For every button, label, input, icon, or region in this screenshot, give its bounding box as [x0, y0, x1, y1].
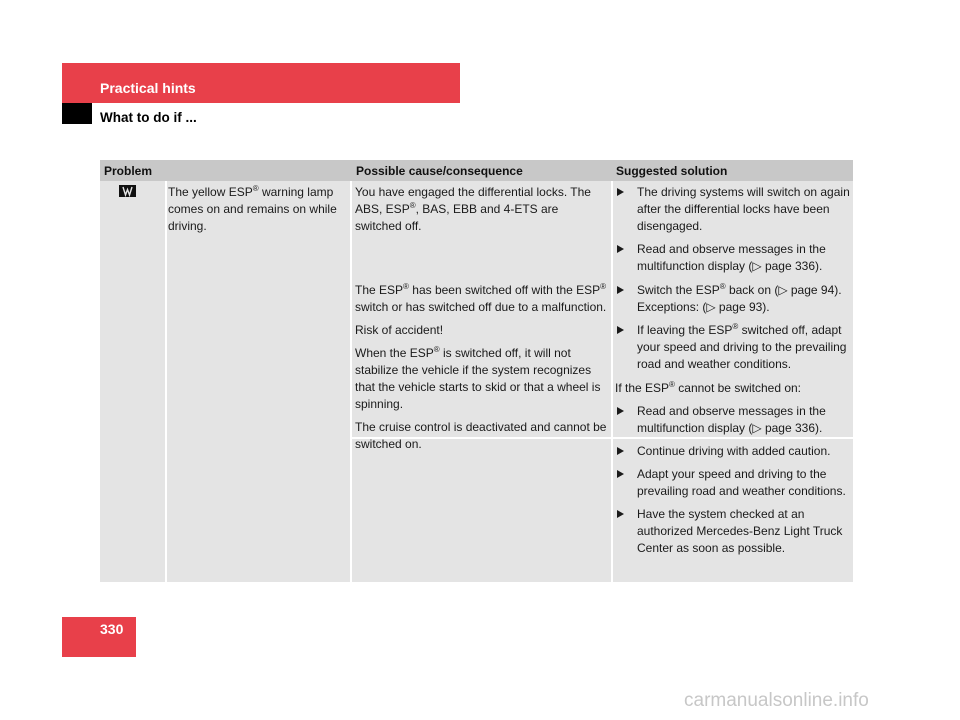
list-item: Read and observe messages in the multifunction display (▷ page 336). — [615, 241, 853, 275]
header-cause: Possible cause/consequence — [356, 164, 523, 178]
fallback-intro: If the ESP® cannot be switched on: — [615, 380, 802, 395]
header-solution: Suggested solution — [616, 164, 728, 178]
list-item: Read and observe messages in the multifunction display (▷ page 336). — [615, 403, 853, 437]
section-title: Practical hints — [100, 80, 196, 96]
list-item: If leaving the ESP® switched off, adapt your speed and driving to the prevailing road and weather conditions. — [615, 322, 853, 373]
watermark: carmanualsonline.info — [684, 690, 869, 711]
list-item: Continue driving with added caution. — [615, 443, 853, 460]
bullet-icon — [617, 447, 624, 455]
column-divider — [350, 181, 352, 582]
column-divider — [611, 181, 613, 582]
page-number: 330 — [100, 621, 124, 637]
list-item: Switch the ESP® back on (▷ page 94). Exceptions: (▷ page 93). — [615, 282, 853, 316]
cause-row2: The ESP® has been switched off with the ESP® switch or has switched off due to a malfunction. Risk of accident! When the ESP® is switched off, it will not stabilize the vehicle if the system recognizes that the vehicle starts to skid or that a wheel is spinning. The cruise control is deactivated and cannot be switched on. — [355, 282, 607, 451]
bullet-icon — [617, 407, 624, 415]
bullet-icon — [617, 245, 624, 253]
subsection-title: What to do if ... — [100, 110, 197, 125]
list-item: The driving systems will switch on again after the differential locks have been disengaged. — [615, 184, 853, 235]
subsection-marker — [62, 103, 92, 124]
esp-warning-icon — [119, 185, 136, 197]
page-number-tab — [62, 617, 136, 657]
list-item: Have the system checked at an authorized Mercedes-Benz Light Truck Center as soon as possible. — [615, 506, 853, 557]
bullet-icon — [617, 470, 624, 478]
bullet-icon — [617, 188, 624, 196]
bullet-icon — [617, 286, 624, 294]
table-header — [100, 160, 853, 181]
header-problem: Problem — [104, 164, 153, 178]
bullet-icon — [617, 510, 624, 518]
bullet-icon — [617, 326, 624, 334]
problem-text: The yellow ESP® warning lamp comes on and remains on while driving. — [168, 184, 337, 233]
cause-row1: You have engaged the differential locks. The ABS, ESP®, BAS, EBB and 4-ETS are switched off. — [355, 185, 591, 233]
solution-row2 — [615, 282, 853, 379]
solution-row1 — [615, 184, 853, 281]
solution-row2-fallback — [615, 380, 853, 563]
column-divider — [165, 181, 167, 582]
list-item: Adapt your speed and driving to the prevailing road and weather conditions. — [615, 466, 853, 500]
